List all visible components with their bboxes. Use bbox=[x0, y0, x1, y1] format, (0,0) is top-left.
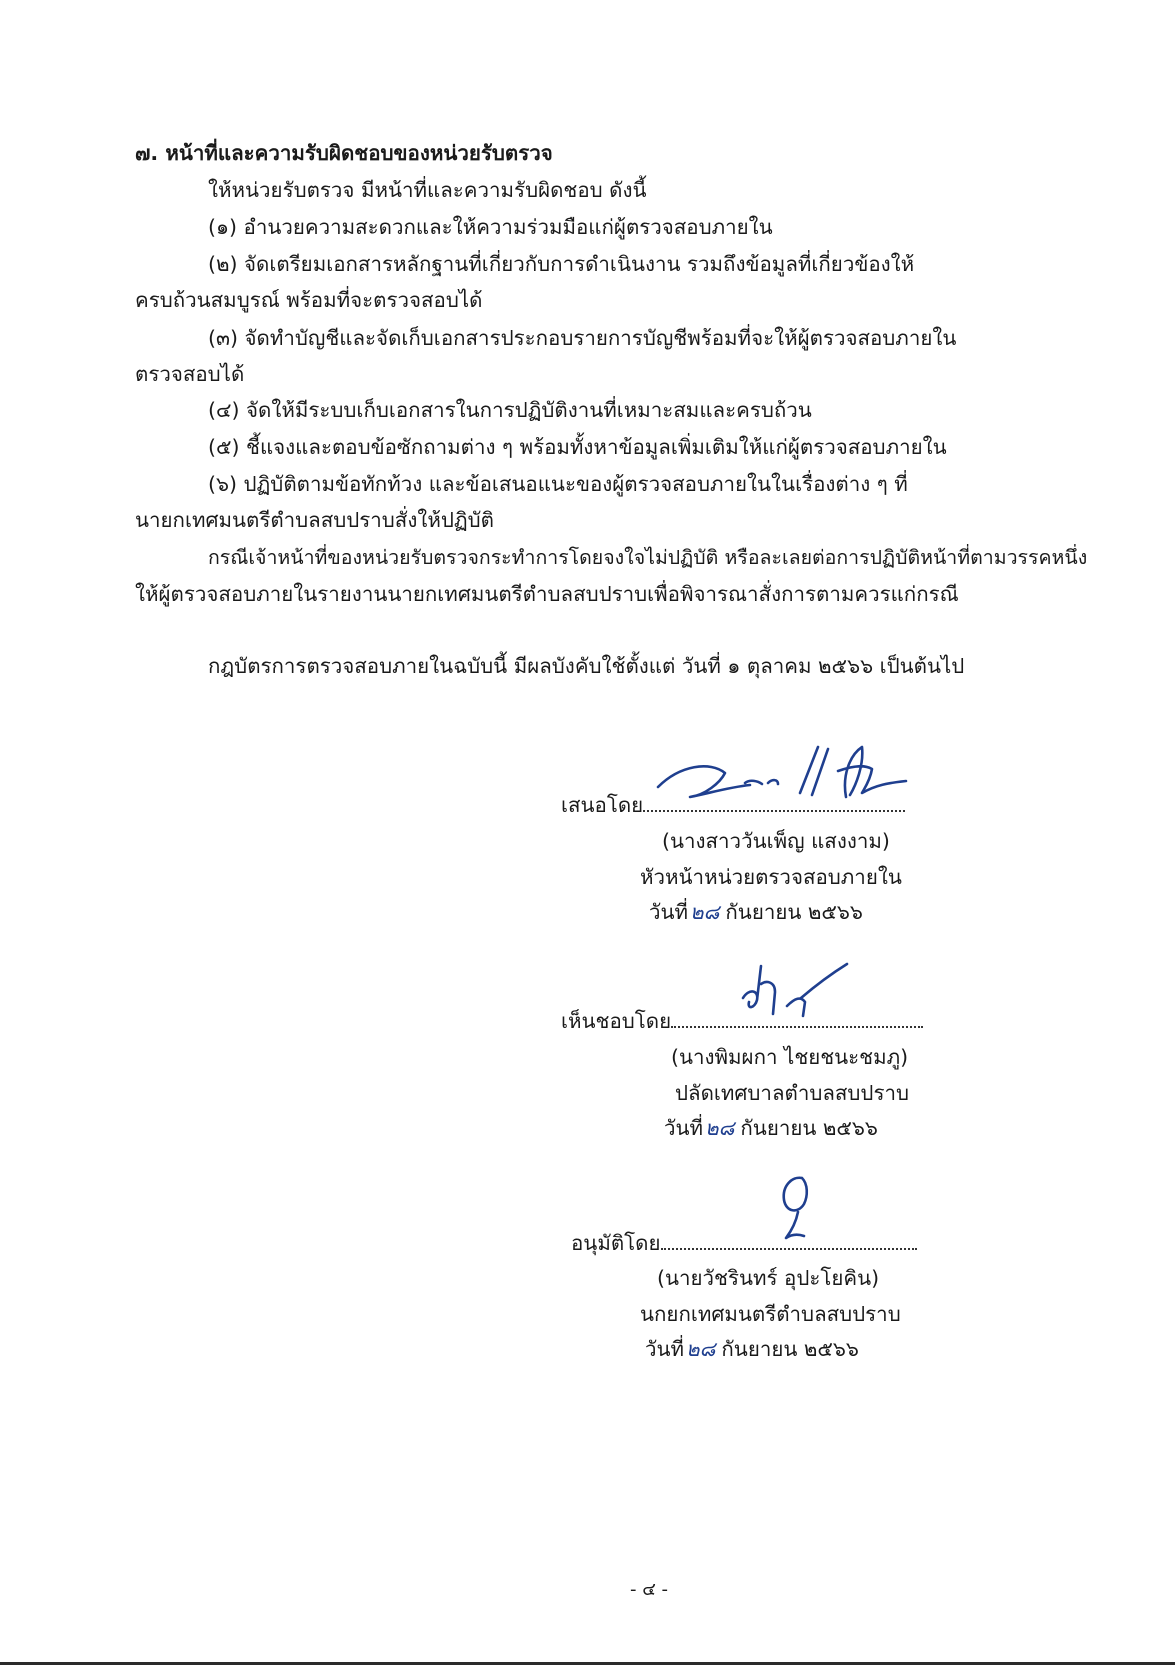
signature-line-approved bbox=[571, 1229, 917, 1257]
approver-name: (นายวัชรินทร์ อุปะโยคิน) bbox=[657, 1266, 880, 1290]
approved-by-label: อนุมัติโดย bbox=[571, 1231, 661, 1255]
section-heading: ๗. หน้าที่และความรับผิดชอบของหน่วยรับตรวจ bbox=[135, 141, 553, 165]
date-day-handwritten: ๒๘ bbox=[690, 900, 720, 924]
date-prefix: วันที่ bbox=[664, 1116, 704, 1140]
signature-line-proposed bbox=[561, 791, 905, 819]
list-item-3-line-2: ตรวจสอบได้ bbox=[135, 362, 245, 386]
list-item-4: (๔) จัดให้มีระบบเก็บเอกสารในการปฏิบัติงานที่เหมาะสมและครบถ้วน bbox=[208, 398, 812, 422]
date-prefix: วันที่ bbox=[645, 1337, 685, 1361]
signature-line-acknowledged bbox=[561, 1007, 923, 1035]
signature-dotted-line bbox=[643, 792, 905, 812]
effective-date-statement: กฎบัตรการตรวจสอบภายในฉบับนี้ มีผลบังคับใช้ตั้งแต่ วันที่ ๑ ตุลาคม ๒๕๖๖ เป็นต้นไป bbox=[208, 654, 965, 678]
list-item-2-line-1: (๒) จัดเตรียมเอกสารหลักฐานที่เกี่ยวกับการดำเนินงาน รวมถึงข้อมูลที่เกี่ยวข้องให้ bbox=[208, 252, 915, 276]
proposer-date bbox=[649, 898, 863, 926]
list-item-2-line-2: ครบถ้วนสมบูรณ์ พร้อมที่จะตรวจสอบได้ bbox=[135, 288, 483, 312]
section-intro: ให้หน่วยรับตรวจ มีหน้าที่และความรับผิดชอบ ดังนี้ bbox=[208, 178, 647, 202]
case-paragraph-line-1: กรณีเจ้าหน้าที่ของหน่วยรับตรวจกระทำการโดยจงใจไม่ปฏิบัติ หรือละเลยต่อการปฏิบัติหน้าที่ตามวรรคหนึ่ง bbox=[208, 546, 1088, 569]
approver-date bbox=[645, 1335, 859, 1363]
approver-position: นกยกเทศมนตรีตำบลสบปราบ bbox=[640, 1302, 901, 1326]
date-prefix: วันที่ bbox=[649, 900, 689, 924]
list-item-5: (๕) ชี้แจงและตอบข้อซักถามต่าง ๆ พร้อมทั้งหาข้อมูลเพิ่มเติมให้แก่ผู้ตรวจสอบภายใน bbox=[208, 435, 947, 459]
case-paragraph-line-2: ให้ผู้ตรวจสอบภายในรายงานนายกเทศมนตรีตำบลสบปราบเพื่อพิจารณาสั่งการตามควรแก่กรณี bbox=[135, 582, 959, 606]
acknowledged-by-label: เห็นชอบโดย bbox=[561, 1009, 672, 1033]
list-item-1: (๑) อำนวยความสะดวกและให้ความร่วมมือแก่ผู้ตรวจสอบภายใน bbox=[208, 215, 773, 239]
list-item-6-line-1: (๖) ปฏิบัติตามข้อทักท้วง และข้อเสนอแนะของผู้ตรวจสอบภายในในเรื่องต่าง ๆ ที่ bbox=[208, 472, 908, 496]
date-day-handwritten: ๒๘ bbox=[686, 1337, 716, 1361]
date-day-handwritten: ๒๘ bbox=[705, 1116, 735, 1140]
list-item-6-line-2: นายกเทศมนตรีตำบลสบปราบสั่งให้ปฏิบัติ bbox=[135, 508, 494, 532]
signature-dotted-line bbox=[671, 1008, 923, 1028]
date-month-year: กันยายน ๒๕๖๖ bbox=[740, 1116, 878, 1140]
list-item-3-line-1: (๓) จัดทำบัญชีและจัดเก็บเอกสารประกอบรายการบัญชีพร้อมที่จะให้ผู้ตรวจสอบภายใน bbox=[208, 326, 957, 350]
scan-edge-rule bbox=[0, 1662, 1175, 1665]
acknowledger-position: ปลัดเทศบาลตำบลสบปราบ bbox=[675, 1081, 909, 1105]
date-month-year: กันยายน ๒๕๖๖ bbox=[725, 900, 863, 924]
signature-dotted-line bbox=[661, 1230, 917, 1250]
date-month-year: กันยายน ๒๕๖๖ bbox=[721, 1337, 859, 1361]
proposer-position: หัวหน้าหน่วยตรวจสอบภายใน bbox=[640, 865, 902, 889]
page-number: - ๔ - bbox=[630, 1579, 669, 1600]
proposer-name: (นางสาววันเพ็ญ แสงงาม) bbox=[662, 829, 890, 853]
proposed-by-label: เสนอโดย bbox=[561, 793, 644, 817]
acknowledger-name: (นางพิมผกา ไชยชนะชมภู) bbox=[671, 1045, 909, 1069]
acknowledger-date bbox=[664, 1114, 878, 1142]
